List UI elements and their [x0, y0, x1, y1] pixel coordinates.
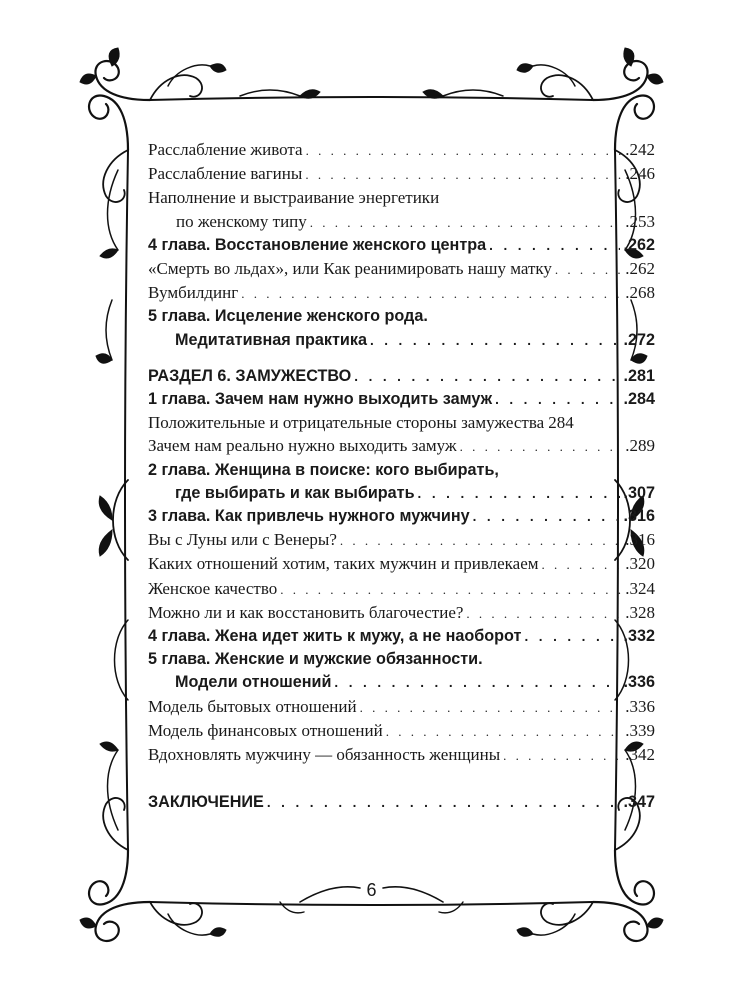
toc-entry-page: .336: [623, 673, 655, 692]
dot-leader: [503, 744, 622, 767]
section-gap: [148, 767, 655, 791]
dot-leader: [473, 505, 621, 528]
toc-entry-title: 5 глава. Исцеление женского рода.: [148, 307, 428, 326]
toc-entry-page: .281: [623, 366, 655, 385]
toc-entry-title: Положительные и отрицательные стороны замужества: [148, 413, 545, 433]
toc-entry-page: .268: [625, 283, 655, 303]
dot-leader: [418, 482, 621, 505]
dot-leader: [360, 696, 623, 719]
toc-entry-title: Наполнение и выстраивание энергетики: [148, 188, 440, 208]
toc-entry-title: Вдохновлять мужчину — обязанность женщины: [148, 745, 501, 765]
toc-entry-title: ЗАКЛЮЧЕНИЕ: [148, 793, 264, 812]
toc-entry-title: 1 глава. Зачем нам нужно выходить замуж: [148, 390, 493, 409]
toc-entry-title: Вумбилдинг: [148, 283, 239, 303]
toc-entry: [148, 234, 655, 257]
toc-entry: [148, 528, 655, 552]
toc-entry: [148, 695, 655, 719]
dot-leader: [280, 578, 622, 601]
toc-entry-page: .307: [623, 483, 655, 502]
toc-entry: [148, 791, 655, 814]
toc-entry-page: .284: [623, 390, 655, 409]
toc-entry: [148, 257, 655, 281]
dot-leader: [306, 139, 623, 162]
toc-entry: [148, 281, 655, 305]
dot-leader: [542, 553, 623, 576]
toc-entry: [148, 625, 655, 648]
toc-entry-page: .324: [625, 578, 655, 598]
toc-entry: [148, 505, 655, 528]
toc-entry-title: где выбирать и как выбирать: [175, 483, 415, 502]
dot-leader: [340, 529, 622, 552]
dot-leader: [555, 258, 622, 281]
toc-entry-page: .242: [625, 140, 655, 159]
toc-entry: [148, 411, 655, 434]
toc-entry-title: Модель финансовых отношений: [148, 720, 383, 740]
toc-entry-page: .328: [625, 602, 655, 622]
toc-entry-page: .336: [625, 696, 655, 716]
dot-leader: [495, 388, 620, 411]
toc-entry: [148, 719, 655, 743]
top-rule: [150, 97, 592, 100]
dot-leader: [466, 602, 622, 625]
toc-entry-page: .246: [625, 164, 655, 184]
toc-entry-title: Расслабление живота: [148, 140, 303, 159]
toc-entry-page: .347: [623, 793, 655, 812]
dot-leader: [354, 365, 620, 388]
toc-entry-title: Модели отношений: [175, 673, 332, 692]
toc-entry: [148, 482, 655, 505]
toc-entry-title: РАЗДЕЛ 6. ЗАМУЖЕСТВО: [148, 366, 352, 385]
toc-entry-title: Можно ли и как восстановить благочестие?: [148, 602, 464, 622]
toc-entry: [148, 552, 655, 576]
toc-entry-title: Модель бытовых отношений: [148, 696, 357, 716]
dot-leader: [524, 625, 620, 648]
toc-entry-title: Женское качество: [148, 578, 278, 598]
toc-entry: [148, 388, 655, 411]
toc-entry-page: .332: [623, 627, 655, 646]
toc-entry-page: .262: [623, 235, 655, 254]
table-of-contents: [148, 138, 655, 814]
toc-entry: [148, 459, 655, 482]
toc-entry-page: .316: [623, 507, 655, 526]
toc-entry: [148, 601, 655, 625]
toc-entry: [148, 162, 655, 186]
toc-entry-title: по женскому типу: [176, 211, 307, 231]
dot-leader: [310, 211, 622, 234]
bottom-rule: [150, 902, 592, 905]
toc-entry-title: Медитативная практика: [175, 330, 367, 349]
toc-entry-page: .342: [625, 745, 655, 765]
toc-entry: [148, 305, 655, 328]
toc-entry: [148, 210, 655, 234]
toc-entry: [148, 365, 655, 388]
toc-entry-title: Вы с Луны или с Венеры?: [148, 530, 337, 550]
side-flourish-left: [99, 480, 128, 700]
toc-entry-title: 3 глава. Как привлечь нужного мужчину: [148, 507, 470, 526]
section-gap: [148, 352, 655, 365]
dot-leader: [241, 282, 622, 305]
toc-entry-page: .262: [625, 259, 655, 279]
toc-entry-title: 4 глава. Восстановление женского центра: [148, 235, 487, 254]
toc-entry: [148, 648, 655, 671]
toc-entry-title: 5 глава. Женские и мужские обязанности.: [148, 650, 483, 669]
toc-entry-title: Зачем нам реально нужно выходить замуж: [148, 436, 457, 456]
toc-entry-page: .339: [625, 720, 655, 740]
toc-entry-page: .320: [625, 554, 655, 574]
dot-leader: [370, 329, 621, 352]
toc-entry-title: 2 глава. Женщина в поиске: кого выбирать,: [148, 460, 499, 479]
toc-entry-title: Расслабление вагины: [148, 164, 303, 184]
toc-entry-page: .289: [625, 436, 655, 456]
toc-entry: [148, 186, 655, 209]
dot-leader: [489, 234, 620, 257]
dot-leader: [334, 671, 620, 694]
toc-entry-page: .316: [625, 530, 655, 550]
toc-entry: [148, 743, 655, 767]
toc-entry-title: 4 глава. Жена идет жить к мужу, а не наоборот: [148, 627, 522, 646]
toc-entry-page: .253: [625, 211, 655, 231]
toc-entry: [148, 329, 655, 352]
dot-leader: [460, 435, 623, 458]
dot-leader: [305, 163, 622, 186]
dot-leader: [267, 791, 621, 814]
toc-entry: [148, 577, 655, 601]
dot-leader: [386, 720, 623, 743]
toc-entry-page: 284: [548, 413, 574, 433]
toc-entry-title: Каких отношений хотим, таких мужчин и привлекаем: [148, 554, 539, 574]
toc-entry: [148, 671, 655, 694]
toc-entry-page: .272: [623, 330, 655, 349]
toc-entry-title: «Смерть во льдах», или Как реанимировать нашу матку: [148, 259, 552, 279]
left-rule: [125, 150, 128, 850]
toc-entry: [148, 434, 655, 458]
page-number: 6: [366, 880, 377, 900]
toc-entry: [148, 138, 655, 162]
